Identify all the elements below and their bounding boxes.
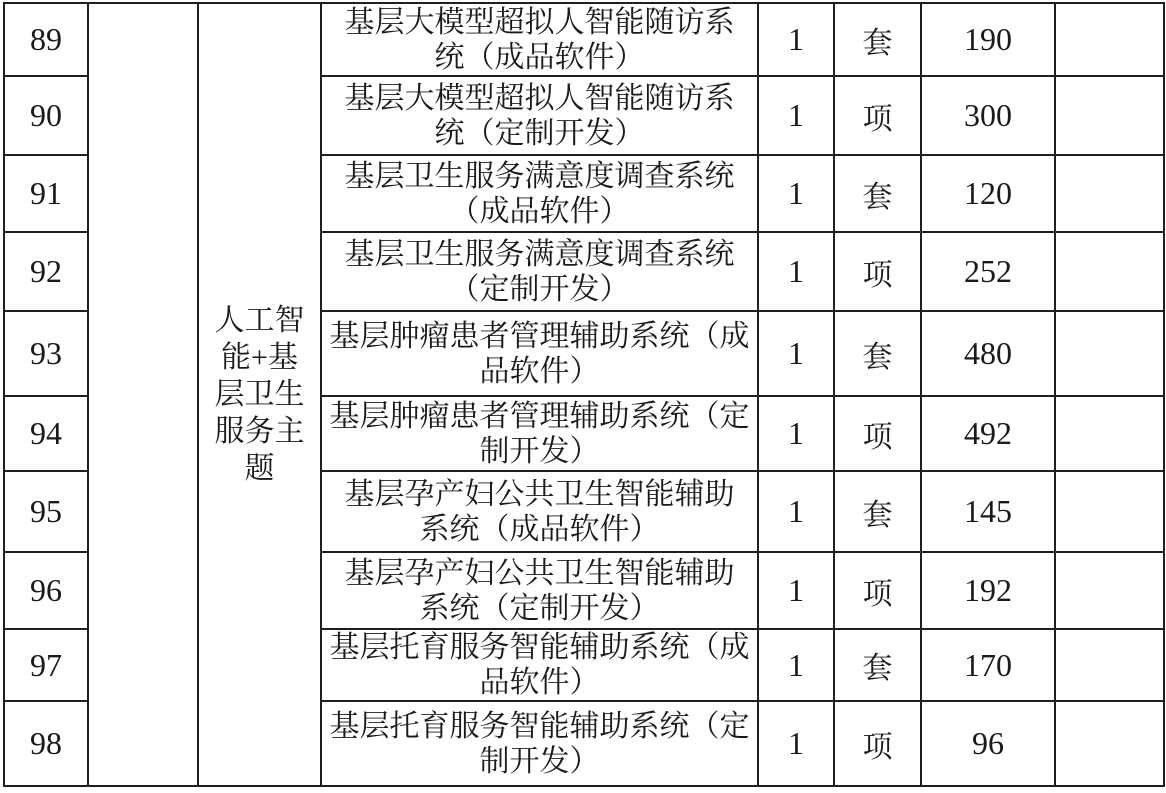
quantity-cell: 1 (758, 396, 834, 471)
value-cell: 252 (921, 232, 1055, 311)
empty-cell (1055, 3, 1164, 76)
row-number-cell: 98 (4, 701, 88, 786)
item-name-cell (321, 701, 758, 786)
item-name-line: 基层卫生服务满意度调查系统 (344, 237, 735, 271)
row-number-cell: 91 (4, 155, 88, 232)
item-name-line: 系统（成品软件） (419, 512, 660, 546)
item-name-line: （定制开发） (449, 272, 630, 306)
category-text-line: 题 (244, 452, 275, 485)
value-cell: 120 (921, 155, 1055, 232)
category-merged-cell (198, 3, 321, 786)
row-number-cell: 97 (4, 629, 88, 701)
item-name-cell (321, 396, 758, 471)
item-name-cell (321, 311, 758, 396)
category-text-line: 能+基 (221, 341, 298, 374)
table-row (4, 3, 1164, 76)
unit-cell: 套 (834, 311, 921, 396)
value-cell: 96 (921, 701, 1055, 786)
item-name-line: 基层托育服务智能辅助系统（定 (329, 709, 750, 743)
item-name-line: 基层孕产妇公共卫生智能辅助 (344, 556, 735, 590)
item-name-cell (321, 471, 758, 552)
unit-cell: 项 (834, 76, 921, 155)
item-name-line: 统（成品软件） (434, 40, 645, 74)
empty-cell (1055, 155, 1164, 232)
row-number-cell: 95 (4, 471, 88, 552)
value-cell: 192 (921, 552, 1055, 629)
category-text-line: 服务主 (214, 415, 305, 448)
item-name-line: 基层大模型超拟人智能随访系 (344, 81, 735, 115)
quantity-cell: 1 (758, 3, 834, 76)
empty-cell (1055, 471, 1164, 552)
item-name-line: 基层肿瘤患者管理辅助系统（定 (329, 399, 750, 433)
item-name-line: 系统（定制开发） (419, 591, 660, 625)
item-name-cell (321, 155, 758, 232)
unit-cell: 套 (834, 155, 921, 232)
item-name-cell (321, 3, 758, 76)
row-number-cell: 96 (4, 552, 88, 629)
item-name-line: 基层孕产妇公共卫生智能辅助 (344, 477, 735, 511)
quantity-cell: 1 (758, 76, 834, 155)
row-number-cell: 90 (4, 76, 88, 155)
empty-cell (1055, 311, 1164, 396)
empty-cell (1055, 701, 1164, 786)
item-name-cell (321, 552, 758, 629)
unit-cell: 项 (834, 552, 921, 629)
item-name-line: 基层托育服务智能辅助系统（成 (329, 631, 750, 664)
empty-cell (1055, 76, 1164, 155)
empty-cell (1055, 396, 1164, 471)
item-name-line: 制开发） (479, 434, 600, 468)
item-name-line: 统（定制开发） (434, 116, 645, 150)
row-number-cell: 89 (4, 3, 88, 76)
quantity-cell: 1 (758, 155, 834, 232)
value-cell: 170 (921, 629, 1055, 701)
item-name-cell (321, 232, 758, 311)
item-name-line: 基层卫生服务满意度调查系统 (344, 159, 735, 193)
category-text-line: 人工智 (214, 304, 305, 337)
item-name-line: 品软件） (479, 666, 600, 699)
row-number-cell: 94 (4, 396, 88, 471)
unit-cell: 项 (834, 701, 921, 786)
empty-cell (1055, 232, 1164, 311)
quantity-cell: 1 (758, 471, 834, 552)
value-cell: 480 (921, 311, 1055, 396)
item-name-line: 制开发） (479, 744, 600, 778)
quantity-cell: 1 (758, 232, 834, 311)
row-number-cell: 93 (4, 311, 88, 396)
value-cell: 492 (921, 396, 1055, 471)
value-cell: 300 (921, 76, 1055, 155)
item-name-line: 基层大模型超拟人智能随访系 (344, 5, 735, 39)
empty-cell (1055, 629, 1164, 701)
quantity-cell: 1 (758, 629, 834, 701)
item-name-line: 品软件） (479, 354, 600, 388)
quantity-cell: 1 (758, 701, 834, 786)
unit-cell: 项 (834, 396, 921, 471)
empty-cell (1055, 552, 1164, 629)
quantity-cell: 1 (758, 552, 834, 629)
unit-cell: 套 (834, 3, 921, 76)
value-cell: 145 (921, 471, 1055, 552)
item-name-cell (321, 76, 758, 155)
row-number-cell: 92 (4, 232, 88, 311)
procurement-items-table (3, 2, 1165, 787)
unit-cell: 套 (834, 471, 921, 552)
unit-cell: 项 (834, 232, 921, 311)
blank-merged-cell (88, 3, 198, 786)
category-text-line: 层卫生 (214, 378, 305, 411)
quantity-cell: 1 (758, 311, 834, 396)
item-name-cell (321, 629, 758, 701)
value-cell: 190 (921, 3, 1055, 76)
item-name-line: 基层肿瘤患者管理辅助系统（成 (329, 319, 750, 353)
unit-cell: 套 (834, 629, 921, 701)
item-name-line: （成品软件） (449, 194, 630, 228)
